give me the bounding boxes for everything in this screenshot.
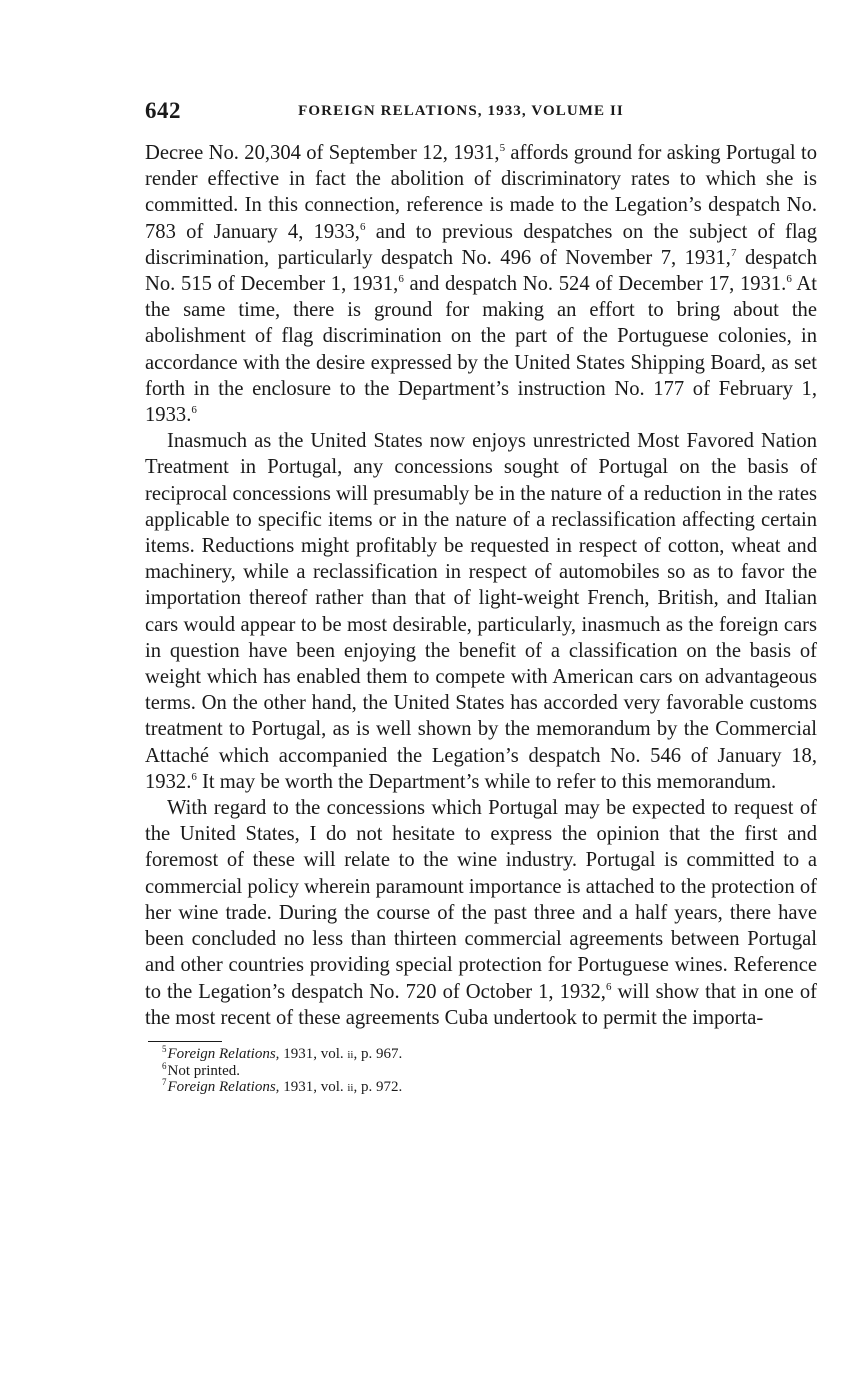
text-run: will show that in one of the most recent of these agreements Cuba undertook to permit the importa- xyxy=(145,980,817,1029)
paragraph-1 xyxy=(145,140,817,428)
footnote-ref: 7 xyxy=(730,246,737,259)
footnote-title: Foreign Relations, xyxy=(167,1078,280,1095)
footnote-ref: 6 xyxy=(191,404,197,417)
footnote-number: 6 xyxy=(162,1060,167,1071)
text-run: It may be worth the Department’s while to refer to this memorandum. xyxy=(196,770,777,793)
text-run: and to previous despatches on the subject of flag discrimination, particularly despatch No. 496 of November 7, 1931, xyxy=(145,220,817,269)
text-run: despatch No. 515 of December 1, 1931, xyxy=(145,246,817,296)
footnote-ref: 6 xyxy=(191,770,197,783)
footnote-text: , p. 972. xyxy=(353,1078,403,1095)
footnote-ref: 6 xyxy=(398,273,404,286)
document-page xyxy=(145,98,817,1096)
text-run: Decree No. 20,304 of September 12, 1931, xyxy=(145,142,500,164)
running-head: FOREIGN RELATIONS, 1933, VOLUME II xyxy=(298,103,624,119)
footnote-5 xyxy=(162,1043,817,1063)
text-run: With regard to the concessions which Portugal may be expected to request of the United States, I do not hesitate to express the opinion that the first and foremost of these will relate to the wine industry. Portugal is committed to a commercial policy wherein paramount importance is attached to the protection of her wine trade. During the course of the past three and a half years, there have been concluded no less than thirteen commercial agreements between Portugal and other countries providing special protection for Portuguese wines. Reference to the Legation’s despatch No. 720 of October 1, 1932, xyxy=(145,797,817,1003)
footnote-divider xyxy=(148,1041,222,1042)
footnote-text: 1931, vol. xyxy=(279,1045,348,1062)
footnote-6 xyxy=(162,1060,817,1079)
text-run: Inasmuch as the United States now enjoys unrestricted Most Favored Nation Treatment in Portugal, any concessions sought of Portugal on the basis of reciprocal concessions will presumably be in the nature of a reduction in the rates applicable to specific items or in the nature of a reclassification affecting certain items. Reductions might profitably be requested in respect of cotton, wheat and machinery, while a reclassification in respect of automobiles so as to favor the importation thereof rather than that of light-weight French, British, and Italian cars would appear to be most desirable, particularly, inasmuch as the foreign cars in question have been enjoying the benefit of a classification on the basis of weight which has enabled them to compete with American cars on advantageous terms. On the other hand, the United States has accorded very favorable customs treatment to Portugal, as is well shown by the memorandum by the Commercial Attaché which accompanied the Legation’s despatch No. 546 of January 18, 1932. xyxy=(145,430,817,793)
text-run: affords ground for asking Portugal to render effective in fact the abolition of discriminatory rates to which she is committed. In this connection, reference is made to the Legation’s despatch No. 783 of January 4, 1933, xyxy=(145,142,817,243)
text-run: and despatch No. 524 of December 17, 1931. xyxy=(403,273,787,296)
footnote-text: , p. 967. xyxy=(353,1045,403,1062)
footnote-text: Not printed. xyxy=(167,1062,240,1079)
footnote-title: Foreign Relations, xyxy=(167,1045,280,1062)
footnote-text: 1931, vol. xyxy=(279,1078,348,1095)
footnote-volume: ii xyxy=(347,1048,354,1061)
footnotes xyxy=(162,1043,817,1096)
footnote-ref: 5 xyxy=(499,142,506,154)
page-number: 642 xyxy=(145,98,181,123)
page-header xyxy=(145,98,817,126)
text-run: At the same time, there is ground for making an effort to bring about the abolishment of flag discrimination on the part of the Portuguese colonies, in accordance with the desire expressed by the United States Shipping Board, as set forth in the enclosure to the Department’s instruction No. 177 of February 1, 1933. xyxy=(145,273,817,427)
footnote-ref: 6 xyxy=(605,980,612,993)
footnote-number: 7 xyxy=(162,1076,167,1087)
footnote-ref: 6 xyxy=(786,273,792,286)
footnote-ref: 6 xyxy=(359,220,366,233)
body-text xyxy=(145,140,817,1031)
footnote-volume: ii xyxy=(347,1081,354,1094)
paragraph-3 xyxy=(145,795,817,1031)
paragraph-2 xyxy=(145,428,817,795)
footnote-7 xyxy=(162,1076,817,1096)
footnote-number: 5 xyxy=(162,1043,167,1054)
